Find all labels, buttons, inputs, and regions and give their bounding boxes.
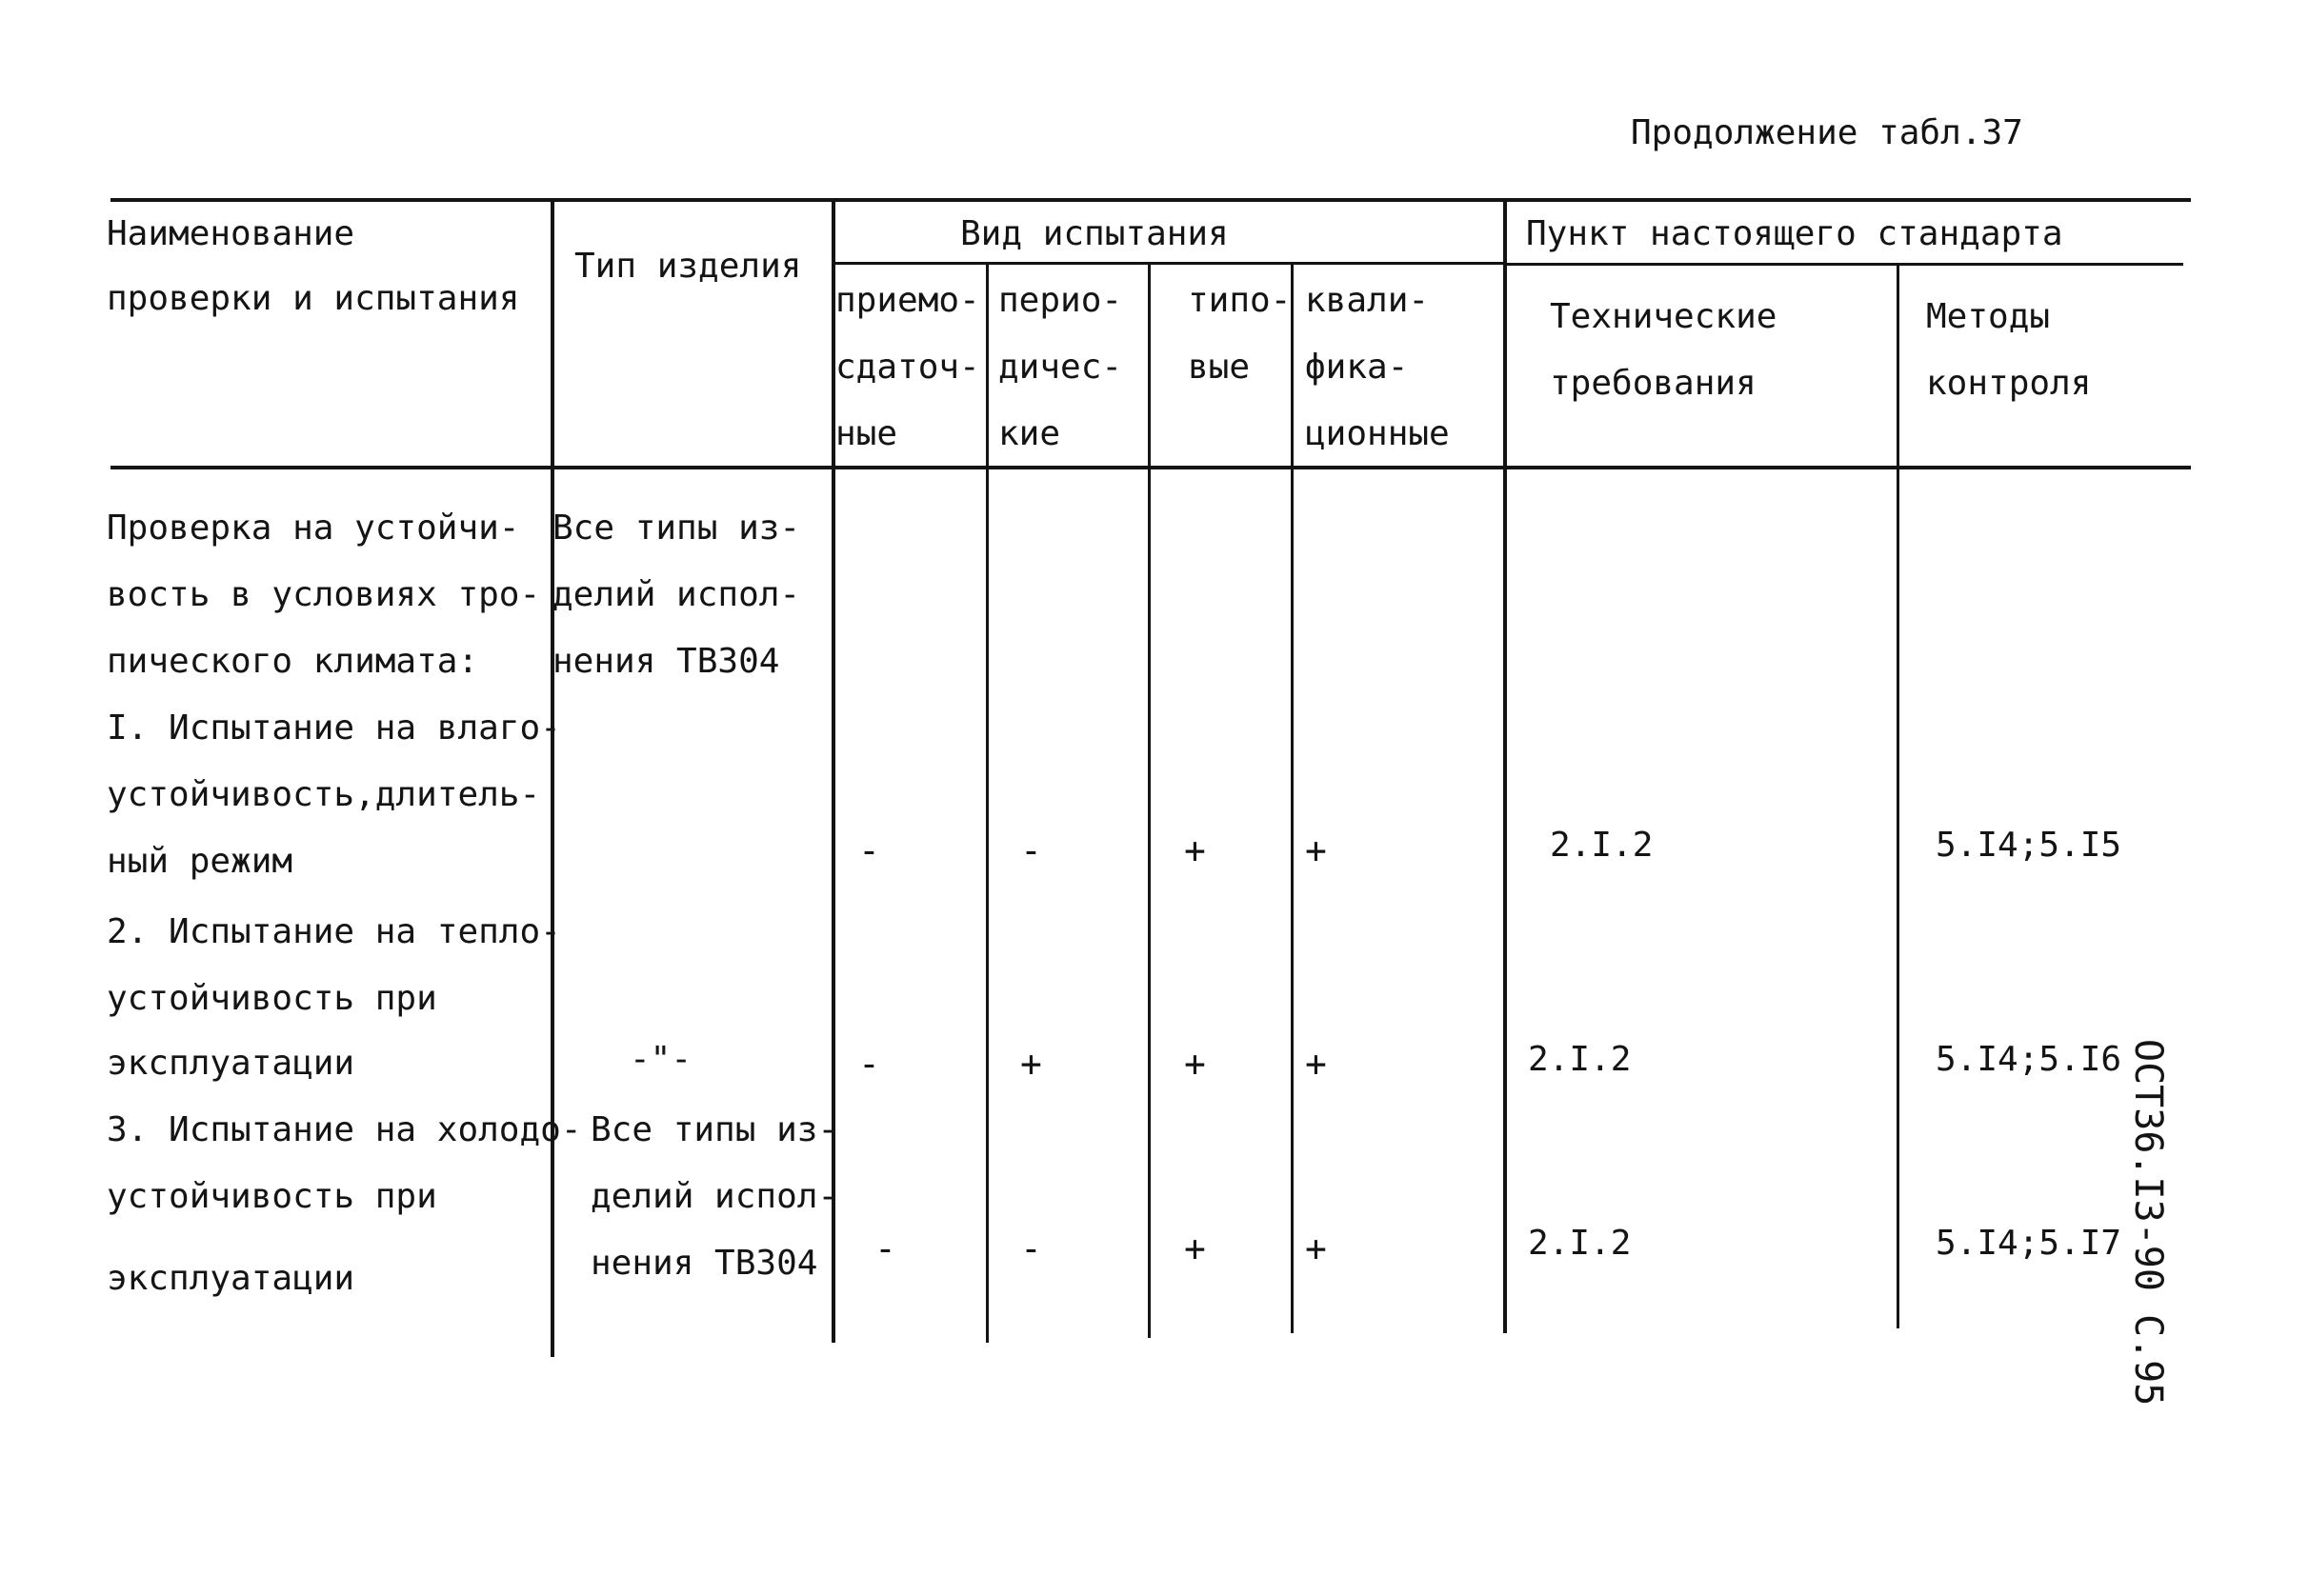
row-name-line2: устойчивость при (107, 979, 437, 1018)
tech-req-clause: 2.I.2 (1528, 1224, 1632, 1263)
type-test-mark: + (1184, 1227, 1206, 1269)
row-name-line1: 3. Испытание на холодо- (107, 1110, 582, 1149)
header-type-test-1: типо- (1188, 281, 1292, 320)
header-acceptance-2: сдаточ- (835, 348, 980, 387)
row-name-line2: устойчивость,длитель- (107, 775, 541, 814)
header-test-kind: Вид испытания (960, 214, 1229, 253)
header-name-line1: Наименование (107, 214, 355, 253)
tech-req-clause: 2.I.2 (1528, 1040, 1632, 1079)
group-title-2: вость в условиях тро- (107, 575, 541, 614)
qualification-mark: + (1305, 829, 1327, 871)
group-title-1: Проверка на устойчи- (107, 509, 520, 548)
row-name-line3: эксплуатации (107, 1259, 355, 1298)
group-type-3: нения ТВ304 (552, 642, 780, 681)
row-name-line2: устойчивость при (107, 1177, 437, 1216)
acceptance-mark: - (858, 1043, 880, 1085)
row-type-line2: делий испол- (591, 1177, 839, 1216)
header-methods-1: Методы (1926, 297, 2051, 336)
header-bottom-rule (110, 466, 2191, 469)
periodic-mark: - (1020, 1227, 1042, 1269)
acceptance-mark: - (874, 1227, 896, 1269)
methods-clause: 5.I4;5.I5 (1936, 826, 2122, 865)
document-side-label: ОСТ36.I3-90 С.95 (2126, 1039, 2170, 1406)
header-methods-2: контроля (1926, 364, 2092, 403)
row-name-line3: ный режим (107, 842, 293, 881)
col-divider-qualification (1291, 264, 1294, 1333)
header-name-line2: проверки и испытания (107, 279, 520, 318)
type-test-mark: + (1184, 829, 1206, 871)
type-test-mark: + (1184, 1043, 1206, 1085)
table-top-rule (110, 198, 2191, 202)
col-divider-type (551, 200, 554, 1357)
header-tech-req-2: требования (1550, 364, 1757, 403)
acceptance-mark: - (858, 829, 880, 871)
ditto-mark: -"- (630, 1040, 693, 1079)
header-periodic-3: кие (998, 414, 1061, 453)
header-acceptance-1: приемо- (835, 281, 980, 320)
clause-subrule (1505, 263, 2183, 266)
col-divider-periodic (986, 264, 989, 1343)
header-periodic-2: дичес- (998, 348, 1123, 387)
header-acceptance-3: ные (835, 414, 898, 453)
header-product-type: Тип изделия (574, 247, 802, 286)
group-type-1: Все типы из- (552, 509, 801, 548)
row-name-line1: I. Испытание на влаго- (107, 708, 561, 748)
header-qualification-1: квали- (1305, 281, 1430, 320)
test-kind-subrule (834, 262, 1505, 265)
header-periodic-1: перио- (998, 281, 1123, 320)
row-name-line1: 2. Испытание на тепло- (107, 912, 561, 951)
tech-req-clause: 2.I.2 (1550, 826, 1654, 865)
col-divider-methods (1897, 264, 1899, 1328)
row-name-line3: эксплуатации (107, 1044, 355, 1083)
header-clause: Пункт настоящего стандарта (1526, 214, 2063, 253)
table-caption: Продолжение табл.37 (1631, 113, 2023, 152)
qualification-mark: + (1305, 1227, 1327, 1269)
row-type-line3: нения ТВ304 (591, 1244, 818, 1283)
group-title-3: пического климата: (107, 642, 479, 681)
group-type-2: делий испол- (552, 575, 801, 614)
col-divider-type-test (1148, 264, 1151, 1338)
qualification-mark: + (1305, 1043, 1327, 1085)
periodic-mark: - (1020, 829, 1042, 871)
header-qualification-2: фика- (1305, 348, 1409, 387)
header-type-test-2: вые (1188, 348, 1251, 387)
col-divider-clause (1503, 200, 1507, 1333)
methods-clause: 5.I4;5.I6 (1936, 1040, 2122, 1079)
periodic-mark: + (1020, 1043, 1042, 1085)
row-type-line1: Все типы из- (591, 1110, 839, 1149)
methods-clause: 5.I4;5.I7 (1936, 1224, 2122, 1263)
header-qualification-3: ционные (1305, 414, 1450, 453)
header-tech-req-1: Технические (1550, 297, 1777, 336)
